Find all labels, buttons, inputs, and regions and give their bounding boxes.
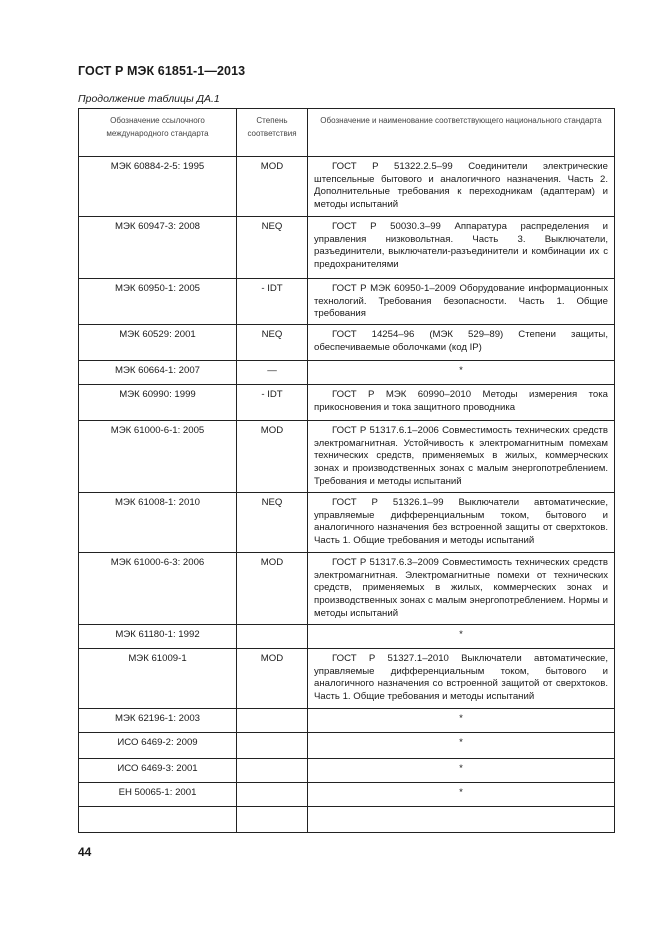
conformity-degree-cell: NEQ <box>237 493 308 553</box>
table-row <box>79 421 615 493</box>
reference-standard-cell: ИСО 6469-2: 2009 <box>79 733 237 759</box>
page-number: 44 <box>78 845 92 859</box>
national-standard-cell: * <box>308 361 615 385</box>
table-row <box>79 553 615 625</box>
national-standard-cell: * <box>308 783 615 807</box>
conformity-degree-cell: MOD <box>237 649 308 709</box>
conformity-degree-cell: MOD <box>237 553 308 625</box>
national-standard-cell: * <box>308 733 615 759</box>
table-row <box>79 733 615 759</box>
conformity-degree-cell <box>237 759 308 783</box>
table-row <box>79 385 615 421</box>
table-row <box>79 493 615 553</box>
table-row <box>79 217 615 279</box>
document-header: ГОСТ Р МЭК 61851-1—2013 <box>78 64 246 78</box>
standards-table <box>78 108 615 833</box>
national-standard-cell: ГОСТ Р 50030.3–99 Аппаратура распределения и управления низковольтная. Часть 3. Выключатели, разъединители, выключатели-разъединители и комбинации их с предохранителями <box>308 217 615 279</box>
reference-standard-cell <box>79 807 237 833</box>
national-standard-cell: * <box>308 759 615 783</box>
conformity-degree-cell <box>237 733 308 759</box>
reference-standard-cell: МЭК 60664-1: 2007 <box>79 361 237 385</box>
national-standard-cell: ГОСТ Р 51322.2.5–99 Соединители электрические штепсельные бытового и аналогичного назначения. Часть 2. Дополнительные требования к переходникам (адаптерам) и методы испытаний <box>308 157 615 217</box>
reference-standard-cell: МЭК 61000-6-1: 2005 <box>79 421 237 493</box>
table-row <box>79 157 615 217</box>
conformity-degree-cell <box>237 709 308 733</box>
table-row <box>79 625 615 649</box>
reference-standard-cell: МЭК 61000-6-3: 2006 <box>79 553 237 625</box>
conformity-degree-cell: MOD <box>237 421 308 493</box>
column-header-reference: Обозначение ссылочного международного стандарта <box>79 109 237 157</box>
table-row <box>79 361 615 385</box>
reference-standard-cell: МЭК 60529: 2001 <box>79 325 237 361</box>
reference-standard-cell: МЭК 60990: 1999 <box>79 385 237 421</box>
conformity-degree-cell: - IDT <box>237 279 308 325</box>
national-standard-cell: ГОСТ Р 51327.1–2010 Выключатели автоматические, управляемые дифференциальным током, бытового и аналогичного назначения со встроенной защитой от сверхтоков. Часть 1. Общие требования и методы испытаний <box>308 649 615 709</box>
conformity-degree-cell: NEQ <box>237 325 308 361</box>
table-row <box>79 807 615 833</box>
conformity-degree-cell: NEQ <box>237 217 308 279</box>
table-row <box>79 649 615 709</box>
national-standard-cell: ГОСТ Р 51317.6.1–2006 Совместимость технических средств электромагнитная. Устойчивость к электромагнитным помехам технических средств, применяемых в жилых, коммерческих зонах и производственных зонах с малым энергопотреблением. Требования и методы испытаний <box>308 421 615 493</box>
reference-standard-cell: МЭК 60884-2-5: 1995 <box>79 157 237 217</box>
national-standard-cell: ГОСТ Р 51326.1–99 Выключатели автоматические, управляемые дифференциальным током, бытового и аналогичного назначения без встроенной защиты от сверхтоков. Часть 1. Общие требования и методы испытаний <box>308 493 615 553</box>
reference-standard-cell: МЭК 61008-1: 2010 <box>79 493 237 553</box>
reference-standard-cell: МЭК 60950-1: 2005 <box>79 279 237 325</box>
table-caption: Продолжение таблицы ДА.1 <box>78 93 220 105</box>
reference-standard-cell: МЭК 61009-1 <box>79 649 237 709</box>
national-standard-cell: * <box>308 625 615 649</box>
column-header-national: Обозначение и наименование соответствующего национального стандарта <box>308 109 615 157</box>
national-standard-cell: ГОСТ 14254–96 (МЭК 529–89) Степени защиты, обеспечиваемые оболочками (код IP) <box>308 325 615 361</box>
table-row <box>79 759 615 783</box>
national-standard-cell: ГОСТ Р МЭК 60950-1–2009 Оборудование информационных технологий. Требования безопасности. Часть 1. Общие требования <box>308 279 615 325</box>
reference-standard-cell: МЭК 60947-3: 2008 <box>79 217 237 279</box>
reference-standard-cell: МЭК 62196-1: 2003 <box>79 709 237 733</box>
conformity-degree-cell <box>237 783 308 807</box>
national-standard-cell: ГОСТ Р 51317.6.3–2009 Совместимость технических средств электромагнитная. Электромагнитные помехи от технических средств, применяемых в жилых, коммерческих зонах и производственных зонах с малым энергопотреблением. Нормы и методы испытаний <box>308 553 615 625</box>
conformity-degree-cell: — <box>237 361 308 385</box>
conformity-degree-cell <box>237 807 308 833</box>
table-row <box>79 783 615 807</box>
national-standard-cell <box>308 807 615 833</box>
conformity-degree-cell: - IDT <box>237 385 308 421</box>
national-standard-cell: ГОСТ Р МЭК 60990–2010 Методы измерения тока прикосновения и тока защитного проводника <box>308 385 615 421</box>
table-row <box>79 709 615 733</box>
national-standard-cell: * <box>308 709 615 733</box>
table-row <box>79 279 615 325</box>
table-row <box>79 325 615 361</box>
table-header-row <box>79 109 615 157</box>
conformity-degree-cell <box>237 625 308 649</box>
column-header-degree: Степень соответствия <box>237 109 308 157</box>
conformity-degree-cell: MOD <box>237 157 308 217</box>
reference-standard-cell: МЭК 61180-1: 1992 <box>79 625 237 649</box>
reference-standard-cell: ИСО 6469-3: 2001 <box>79 759 237 783</box>
reference-standard-cell: ЕН 50065-1: 2001 <box>79 783 237 807</box>
